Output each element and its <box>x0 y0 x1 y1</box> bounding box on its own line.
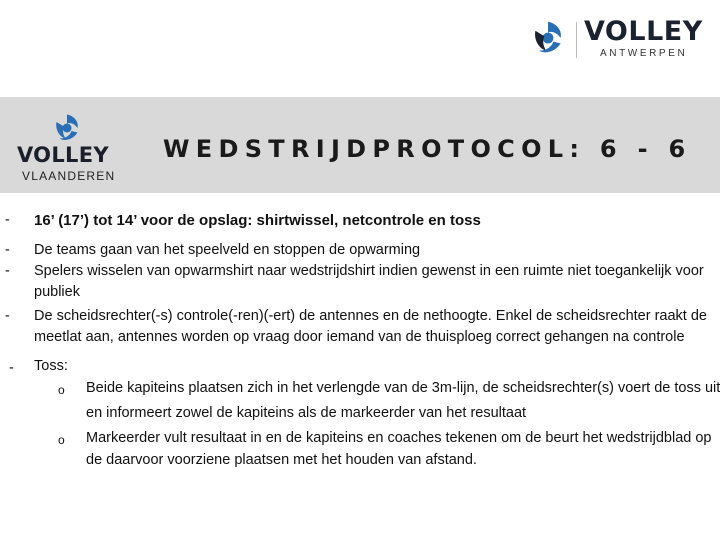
list-dash: - <box>5 308 10 324</box>
page-title: WEDSTRIJDPROTOCOL: 6 - 6 <box>163 135 692 163</box>
list-item-continued: meetlat aan, antennes worden op vraag door iemand van de thuisploeg correct gehangen na controle <box>34 329 685 345</box>
list-dash: - <box>5 212 10 228</box>
logo-subtitle: ANTWERPEN <box>600 48 688 59</box>
volley-swirl-icon <box>530 20 566 56</box>
logo-divider <box>576 22 577 58</box>
list-dash: - <box>5 242 10 258</box>
toss-item: Beide kapiteins plaatsen zich in het verlengde van de 3m-lijn, de scheidsrechter(s) voert de toss uit <box>86 380 720 396</box>
list-dash: - <box>9 360 14 376</box>
list-bullet: o <box>58 433 65 447</box>
list-item: Spelers wisselen van opwarmshirt naar wedstrijdshirt indien gewenst in een ruimte niet toegankelijk voor <box>34 263 704 279</box>
list-bullet: o <box>58 383 65 397</box>
volley-antwerpen-logo <box>528 14 708 66</box>
toss-item-continued: de daarvoor voorziene plaatsen met het houden van afstand. <box>86 452 477 468</box>
title-banner <box>0 97 720 193</box>
toss-label: Toss: <box>34 358 68 374</box>
vlaanderen-logo-wordmark: VOLLEY <box>17 143 109 167</box>
logo-wordmark: VOLLEY <box>584 16 703 47</box>
volley-vlaanderen-swirl-icon <box>52 113 82 143</box>
section-heading: 16’ (17’) tot 14’ voor de opslag: shirtwissel, netcontrole en toss <box>34 212 481 229</box>
list-item: De teams gaan van het speelveld en stoppen de opwarming <box>34 242 421 258</box>
toss-item-continued: en informeert zowel de kapiteins als de markeerder van het resultaat <box>86 405 527 421</box>
list-item-continued: publiek <box>34 284 80 300</box>
list-item: De scheidsrechter(-s) controle(-ren)(-ert) de antennes en de nethoogte. Enkel de scheidsrechter raakt de <box>34 308 707 324</box>
toss-item: Markeerder vult resultaat in en de kapiteins en coaches tekenen om de beurt het wedstrijdblad op <box>86 430 712 446</box>
vlaanderen-logo-subtitle: VLAANDEREN <box>22 169 116 183</box>
list-dash: - <box>5 263 10 279</box>
